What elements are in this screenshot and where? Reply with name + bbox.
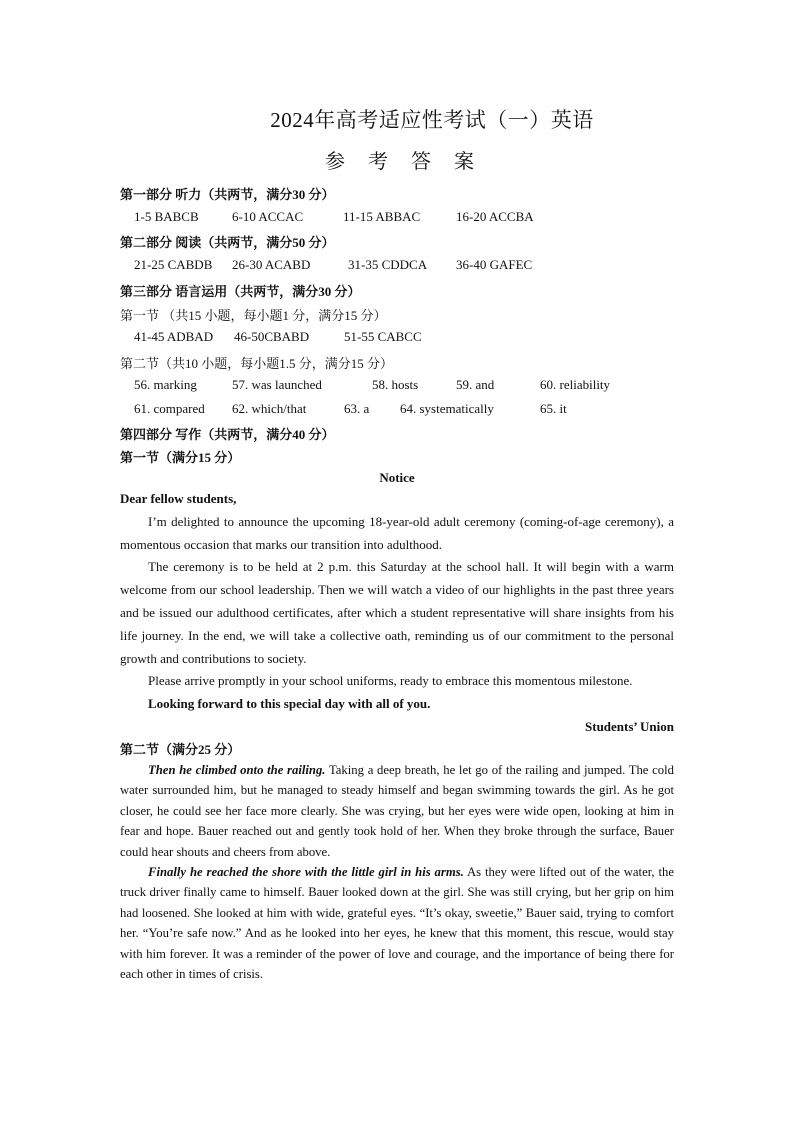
essay-paragraph-2-text: As they were lifted out of the water, the truck driver finally came to himself. Bauer looked down at the girl. She was still crying, but her grip on him had loosened. She looked at him with wide, grateful eyes. “It’s okay, sweetie,” Bauer said, trying to comfort her. “You’re safe now.” And as he looked into her eyes, he knew that this moment, this rescue, would stay with him forever. It was a reminder of the power of love and courage, and the importance of being there for each other in times of crisis. [120, 865, 674, 982]
answer-group: 16-20 ACCBA [456, 209, 534, 224]
page-subtitle: 参 考 答 案 [325, 151, 483, 173]
answer-group: 51-55 CABCC [344, 329, 422, 344]
essay-paragraph-2-lead: Finally he reached the shore with the little girl in his arms. [148, 865, 464, 880]
essay-paragraph-1 [120, 760, 674, 862]
answer-item: 60. reliability [540, 377, 611, 392]
notice-paragraph-1: I’m delighted to announce the upcoming 18-year-old adult ceremony (coming-of-age ceremony), a momentous occasion that marks our transition into adulthood. [120, 513, 674, 552]
answer-item: 61. compared [134, 401, 205, 416]
answer-group: 41-45 ADBAD [134, 329, 214, 344]
part3-section2-heading: 第二节（共10 小题，每小题1.5 分，满分15 分） [120, 356, 394, 371]
notice-title: Notice [379, 470, 415, 485]
part3-heading: 第三部分 语言运用（共两节，满分30 分） [120, 284, 361, 299]
part3-section1-heading: 第一节 （共15 小题，每小题1 分，满分15 分） [120, 308, 387, 323]
part4-section1-heading: 第一节（满分15 分） [120, 450, 241, 465]
answer-item: 59. and [456, 377, 495, 392]
answer-group: 1-5 BABCB [134, 209, 199, 224]
notice-paragraph-2: The ceremony is to be held at 2 p.m. this Saturday at the school hall. It will begin with a warm welcome from our school leadership. Then we will watch a video of our highlights in the past three years and be issued our adulthood certificates, after which a student representative will share insights from his life journey. In the end, we will take a collective oath, reminding us of our commitment to the personal growth and contributions to society. [120, 559, 674, 666]
part1-heading: 第一部分 听力（共两节，满分30 分） [120, 187, 335, 202]
essay-paragraph-2 [120, 862, 674, 984]
answer-item: 62. which/that [232, 401, 307, 416]
page-title: 2024年高考适应性考试（一）英语 [270, 108, 594, 132]
answer-item: 63. a [344, 401, 370, 416]
answer-group: 11-15 ABBAC [343, 209, 421, 224]
notice-paragraph-3: Please arrive promptly in your school uniforms, ready to embrace this momentous milestone. [148, 673, 633, 689]
answer-group: 26-30 ACABD [232, 257, 311, 272]
answer-item: 57. was launched [232, 377, 322, 392]
part4-section2-heading: 第二节（满分25 分） [120, 742, 241, 757]
continuation-essay [120, 760, 674, 984]
answer-group: 36-40 GAFEC [456, 257, 533, 272]
part2-heading: 第二部分 阅读（共两节，满分50 分） [120, 235, 335, 250]
answer-group: 21-25 CABDB [134, 257, 213, 272]
notice-body [120, 488, 674, 739]
answer-item: 64. systematically [400, 401, 494, 416]
answer-group: 46-50CBABD [234, 329, 310, 344]
essay-paragraph-1-text: Taking a deep breath, he let go of the railing and jumped. The cold water surrounded him, but he managed to steady himself and began swimming towards the girl. As he got closer, he could see her face more clearly. She was crying, but her eyes were wide open, looking at him in fear and hope. Bauer reached out and gently took hold of her. When they broke through the surface, Bauer could hear shouts and cheers from above. [120, 763, 674, 859]
notice-greeting: Dear fellow students, [120, 491, 237, 506]
part4-heading: 第四部分 写作（共两节，满分40 分） [120, 427, 335, 442]
notice-signature: Students’ Union [585, 718, 674, 734]
answer-item: 58. hosts [372, 377, 419, 392]
essay-paragraph-1-lead: Then he climbed onto the railing. [148, 763, 326, 777]
answer-group: 31-35 CDDCA [348, 257, 428, 272]
answer-item: 56. marking [134, 377, 197, 392]
notice-closing: Looking forward to this special day with all of you. [148, 696, 431, 712]
answer-group: 6-10 ACCAC [232, 209, 304, 224]
answer-item: 65. it [540, 401, 567, 416]
